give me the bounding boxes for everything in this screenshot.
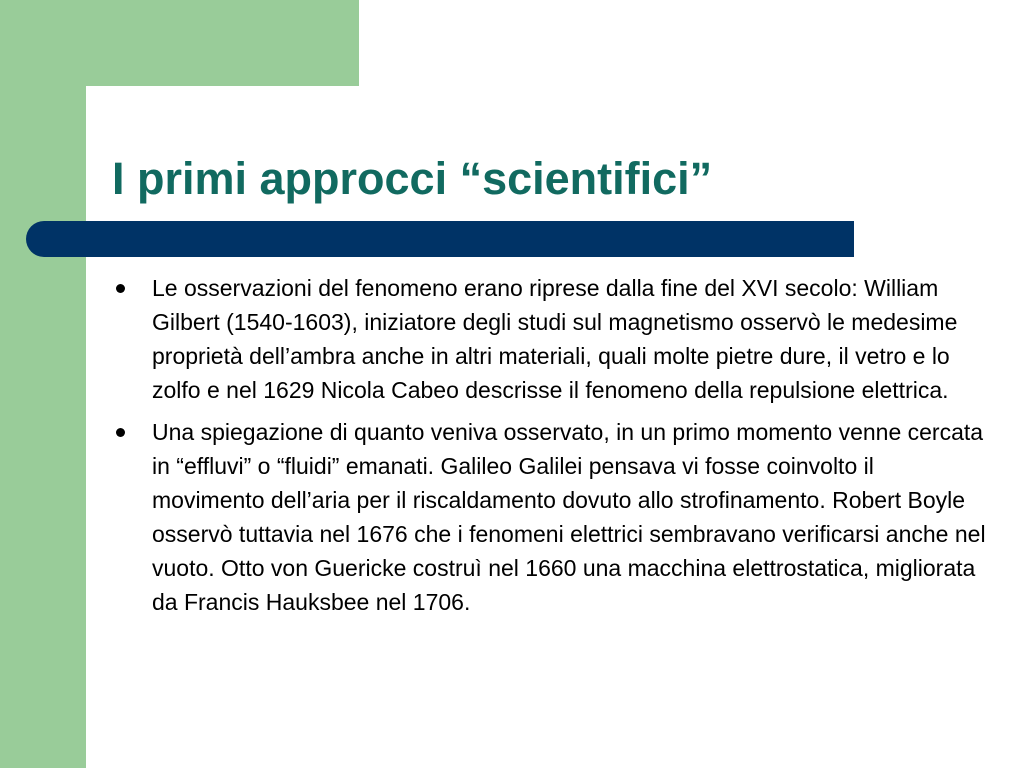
bullet-text: Le osservazioni del fenomeno erano riprese dalla fine del XVI secolo: William Gilbert (1540-1603), iniziatore degli studi sul magnetismo osservò le medesime proprietà dell’ambra anche in altri materiali, quali molte pietre dure, il vetro e lo zolfo e nel 1629 Nicola Cabeo descrisse il fenomeno della repulsione elettrica. xyxy=(152,275,958,403)
green-top-band xyxy=(0,0,359,86)
slide-title: I primi approcci “scientifici” xyxy=(112,153,713,204)
bullet-item xyxy=(112,415,992,619)
bullet-dot-icon xyxy=(116,428,125,437)
bullet-item xyxy=(112,271,992,407)
bullet-list xyxy=(112,271,992,627)
title-underline-bar xyxy=(26,221,854,257)
bullet-dot-icon xyxy=(116,284,125,293)
bullet-text: Una spiegazione di quanto veniva osservato, in un primo momento venne cercata in “effluvi” o “fluidi” emanati. Galileo Galilei pensava vi fosse coinvolto il movimento dell’aria per il riscaldamento dovuto allo strofinamento. Robert Boyle osservò tuttavia nel 1676 che i fenomeni elettrici sembravano verificarsi anche nel vuoto. Otto von Guericke costruì nel 1660 una macchina elettrostatica, migliorata da Francis Hauksbee nel 1706. xyxy=(152,419,986,615)
green-side-band xyxy=(0,0,86,768)
